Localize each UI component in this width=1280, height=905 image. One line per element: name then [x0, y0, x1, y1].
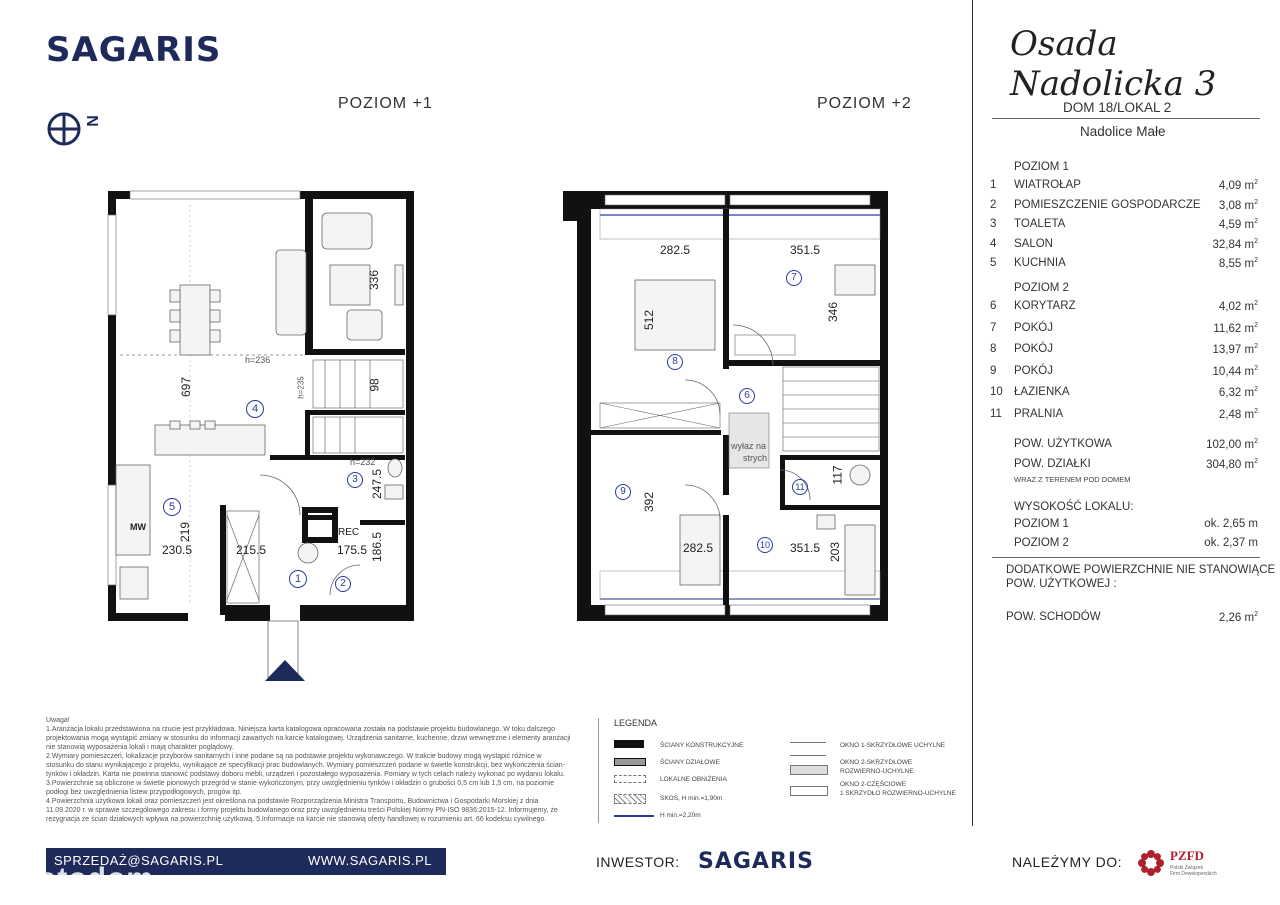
room-row — [990, 386, 1258, 404]
note-line: 1.Aranżacja lokalu przedstawiona na rzucie jest przykładowa. Niniejsza karta katalogowa opracowana została na podstawie projektu budowlanego. W toku dalszego — [46, 726, 555, 733]
dim-219: 219 — [178, 521, 193, 543]
unit-label: DOM 18/LOKAL 2 — [1063, 100, 1172, 115]
room-name: POMIESZCZENIE GOSPODARCZE — [1014, 198, 1201, 211]
header-rule — [992, 118, 1260, 119]
room-name: PRALNIA — [1014, 407, 1064, 420]
room-row — [990, 300, 1258, 318]
room-name: WIATROŁAP — [1014, 179, 1081, 191]
dim-512: 512 — [642, 309, 657, 331]
room-9-marker: 9 — [615, 484, 631, 500]
attic-hatch-label-1: wyłaz na — [731, 441, 767, 451]
room-4-marker: 4 — [246, 400, 264, 418]
note-line: 3.Powierzchnie są obliczone w świetle pionowych przegród w stanie wykończonym, przy uwzględnieniu tynków i okładzin o grubości 0,5 cm lub 1,5 cm, na poziomie — [46, 780, 555, 787]
pzfd-sub-2: Firm Deweloperskich — [1170, 871, 1217, 877]
website-link[interactable]: WWW.SAGARIS.PL — [308, 853, 433, 868]
room-name: POKÓJ — [1014, 364, 1053, 377]
legend-part-swatch — [614, 758, 646, 766]
plot-area-label: POW. DZIAŁKI — [1014, 458, 1091, 470]
rec-label: REC — [338, 527, 360, 538]
pzfd-flower-icon — [1136, 848, 1166, 878]
room-10-marker: 10 — [757, 537, 773, 553]
legend-low-label: LOKALNE OBNIŻENIA — [660, 776, 727, 783]
room-8-marker: 8 — [667, 354, 683, 370]
height-level1-row — [990, 518, 1258, 536]
level2-title: POZIOM +2 — [817, 95, 912, 112]
note-line: projektowania mogą wystąpić zmiany w stosunku do informacji zawartych na karcie katalogowej. Urządzenia sanitarne, kuchenne, drzwi wewnętrzne i elementy aranżacji — [46, 735, 571, 742]
dim-230: 230.5 — [162, 543, 193, 557]
room-number: 6 — [990, 300, 997, 312]
compass-north-label: N — [84, 115, 102, 127]
room-name: TOALETA — [1014, 218, 1066, 230]
brand-logo: SAGARIS — [46, 30, 222, 70]
note-line: podłogi bez uwzględnienia listew przypodłogowych, progów itp. — [46, 789, 242, 796]
pzfd-logo-text: PZFD — [1170, 848, 1204, 863]
height-235: h=235 — [296, 376, 306, 399]
height-level1-label: POZIOM 1 — [1014, 518, 1069, 530]
usable-area-value: 102,00 $m^2$ — [1206, 438, 1258, 451]
legend-window1-label: OKNO 1-SKRZYDŁOWE UCHYLNE — [840, 742, 946, 749]
height-level2-label: POZIOM 2 — [1014, 537, 1069, 549]
legend-struct-label: ŚCIANY KONSTRUKCYJNE — [660, 742, 744, 749]
window1-icon — [790, 742, 826, 756]
watermark: otodom — [38, 862, 154, 895]
room-name: POKÓJ — [1014, 321, 1053, 334]
room-area: 4,09 $m^2$ — [1218, 179, 1258, 192]
note-line: tynków i okładzin. Karta nie powinna stanowić podstawy doboru mebli, urządzeń i pozostałego wyposażenia. Pomiary w tych celach należy wykonać po wydaniu lokalu. — [46, 771, 565, 778]
room-6-marker: 6 — [739, 388, 755, 404]
room-row — [990, 238, 1258, 256]
height-heading: WYSOKOŚĆ LOKALU: — [1014, 501, 1134, 513]
note-line: 2.Wymiary pomieszczeń, lokalizacje przyborów sanitarnych i inne podane są na podstawie projektu wykonawczego. W trakcie budowy mogą wystąpić różnice w — [46, 753, 542, 760]
summary-rule — [992, 557, 1260, 558]
dim-98: 98 — [367, 378, 382, 392]
note-line: nie stanowią wyposażenia lokali i mają charakter poglądowy. — [46, 744, 234, 751]
member-label: NALEŻYMY DO: — [1012, 854, 1122, 870]
room-1-marker: 1 — [289, 570, 307, 588]
level1-heading: POZIOM 1 — [1014, 161, 1069, 173]
dim-346: 346 — [826, 301, 841, 323]
dim-2825-bottom: 282.5 — [683, 541, 714, 555]
room-area: 6,32 $m^2$ — [1218, 386, 1258, 399]
email-link[interactable]: SPRZEDAŻ@SAGARIS.PL — [54, 853, 224, 868]
room-number: 4 — [990, 237, 997, 250]
investor-logo: SAGARIS — [698, 849, 814, 874]
legend-skos-label: SKOS, H min.=1,90m — [660, 795, 723, 802]
height-level2-value: ok. 2,37 m — [1204, 537, 1258, 549]
stairs-value: 2,26 $m^2$ — [1218, 611, 1258, 624]
room-row — [990, 257, 1258, 275]
mw-label: MW — [130, 522, 146, 532]
room-number: 8 — [990, 343, 997, 355]
legend-hmin-label: H min.=2,20m — [660, 812, 701, 819]
pzfd-sub-1: Polski Związek — [1170, 865, 1204, 871]
room-row — [990, 199, 1258, 217]
window2-icon — [790, 765, 828, 775]
dim-247: 247.5 — [370, 468, 385, 500]
stairs-row — [1006, 611, 1258, 629]
legend-heading: LEGENDA — [614, 718, 658, 728]
plot-note: WRAZ Z TERENEM POD DOMEM — [1014, 475, 1131, 484]
room-11-marker: 11 — [792, 479, 808, 495]
room-5-marker: 5 — [163, 498, 181, 516]
legend-window3a-label: OKNO 2-CZĘŚCIOWE — [840, 781, 907, 788]
room-area: 13,97 $m^2$ — [1212, 343, 1258, 356]
room-area: 4,59 $m^2$ — [1218, 218, 1258, 231]
project-title: Osada Nadolicka 3 — [1010, 24, 1217, 104]
level1-title: POZIOM +1 — [338, 95, 433, 112]
room-number: 5 — [990, 257, 997, 269]
room-row — [990, 322, 1258, 340]
room-number: 9 — [990, 364, 997, 377]
plot-area-value: 304,80 $m^2$ — [1206, 458, 1258, 471]
dim-215: 215.5 — [236, 543, 267, 557]
dim-697: 697 — [179, 376, 194, 398]
height-level2-row — [990, 537, 1258, 555]
room-name: KUCHNIA — [1014, 257, 1066, 269]
room-number: 11 — [990, 407, 1002, 420]
room-area: 10,44 $m^2$ — [1212, 364, 1258, 378]
legend-window2a-label: OKNO 2-SKRZYDŁOWE — [840, 759, 913, 766]
dim-3515-bottom: 351.5 — [790, 541, 821, 555]
dim-117: 117 — [830, 465, 845, 485]
dim-3515-top: 351.5 — [790, 243, 821, 257]
room-number: 7 — [990, 321, 997, 334]
room-number: 3 — [990, 218, 997, 230]
dim-203: 203 — [828, 541, 843, 563]
dim-186: 186.5 — [370, 531, 385, 563]
room-area: 8,55 $m^2$ — [1218, 257, 1258, 270]
height-level1-value: ok. 2,65 m — [1204, 518, 1258, 530]
room-row — [990, 365, 1258, 383]
room-name: SALON — [1014, 237, 1053, 250]
room-row — [990, 218, 1258, 236]
note-line: rezygnacja ze ścian działowych wpływa na powierzchnię użytkową. 5.Informacje na karcie nie stanowią oferty handlowej w rozumieniu art. 66 kodeksu cywilnego. — [46, 816, 547, 823]
location-label: Nadolice Małe — [1080, 124, 1166, 139]
room-area: 2,48 $m^2$ — [1218, 407, 1258, 421]
extra-heading-1: DODATKOWE POWIERZCHNIE NIE STANOWIĄCE — [1006, 564, 1276, 576]
divider — [972, 0, 973, 826]
height-232: h=232 — [350, 457, 376, 467]
legend-struct-swatch — [614, 740, 644, 748]
notes-heading: Uwaga! — [46, 717, 70, 724]
dim-2825-top: 282.5 — [660, 243, 691, 257]
room-number: 2 — [990, 198, 997, 211]
legend-window2b-label: ROZWIERNO-UCHYLNE — [840, 768, 914, 775]
dim-392: 392 — [642, 491, 657, 513]
note-line: 4.Powierzchnia użytkowa lokali oraz pomieszczeń jest określona na podstawie Rozporządzenia Ministra Transportu, Budownictwa i Gospodarki Morskiej z dnia — [46, 798, 539, 805]
note-line: stosunku do stanu wynikającego z projektu, wynikające ze specyfikacji prac budowlanych. Wymiary pomieszczeń podane w świetle konstrukcji, bez wykończenia ścian- — [46, 762, 565, 769]
usable-area-row — [990, 438, 1258, 456]
room-row — [990, 343, 1258, 361]
room-row — [990, 408, 1258, 426]
extra-heading-2: POW. UŻYTKOWEJ : — [1006, 578, 1117, 590]
level2-heading: POZIOM 2 — [1014, 282, 1069, 294]
room-area: 4,02 $m^2$ — [1218, 300, 1258, 313]
attic-hatch-label-2: strych — [743, 453, 768, 463]
room-7-marker: 7 — [786, 270, 802, 286]
room-area: 11,62 $m^2$ — [1213, 321, 1258, 335]
floor-plan-level2 — [555, 185, 895, 625]
room-2-marker: 2 — [335, 576, 351, 592]
stairs-label: POW. SCHODÓW — [1006, 611, 1101, 623]
legend-skos-swatch — [614, 794, 646, 804]
room-name: POKÓJ — [1014, 343, 1053, 355]
height-236: h=236 — [245, 355, 271, 365]
legend-hmin-swatch — [614, 815, 654, 817]
note-line: 11.09.2020 r. w sprawie szczegółowego zakresu i formy projektu budowlanego oraz przy uwzględnieniu treści Polskiej Normy PN-ISO 9836:2015-12. Informujemy, że — [46, 807, 558, 814]
legend-part-label: ŚCIANY DZIAŁOWE — [660, 759, 720, 766]
dim-175: 175.5 — [337, 543, 368, 557]
floor-plan-level1 — [100, 185, 430, 685]
window3-icon — [790, 786, 828, 796]
notes-block — [46, 725, 586, 824]
room-area: 3,08 $m^2$ — [1218, 198, 1258, 212]
room-number: 1 — [990, 179, 997, 191]
plot-area-row — [990, 458, 1258, 476]
room-name: ŁAZIENKA — [1014, 386, 1070, 398]
legend-window3b-label: 1 SKRZYDŁO ROZWIERNO-UCHYLNE — [840, 790, 956, 797]
dim-336: 336 — [367, 269, 382, 291]
room-3-marker: 3 — [347, 472, 363, 488]
room-number: 10 — [990, 386, 1003, 398]
room-row — [990, 179, 1258, 197]
usable-area-label: POW. UŻYTKOWA — [1014, 438, 1112, 450]
room-name: KORYTARZ — [1014, 300, 1076, 312]
room-area: 32,84 $m^2$ — [1212, 237, 1258, 251]
investor-label: INWESTOR: — [596, 854, 680, 870]
legend-low-swatch — [614, 775, 646, 783]
legend-frame — [598, 718, 599, 823]
